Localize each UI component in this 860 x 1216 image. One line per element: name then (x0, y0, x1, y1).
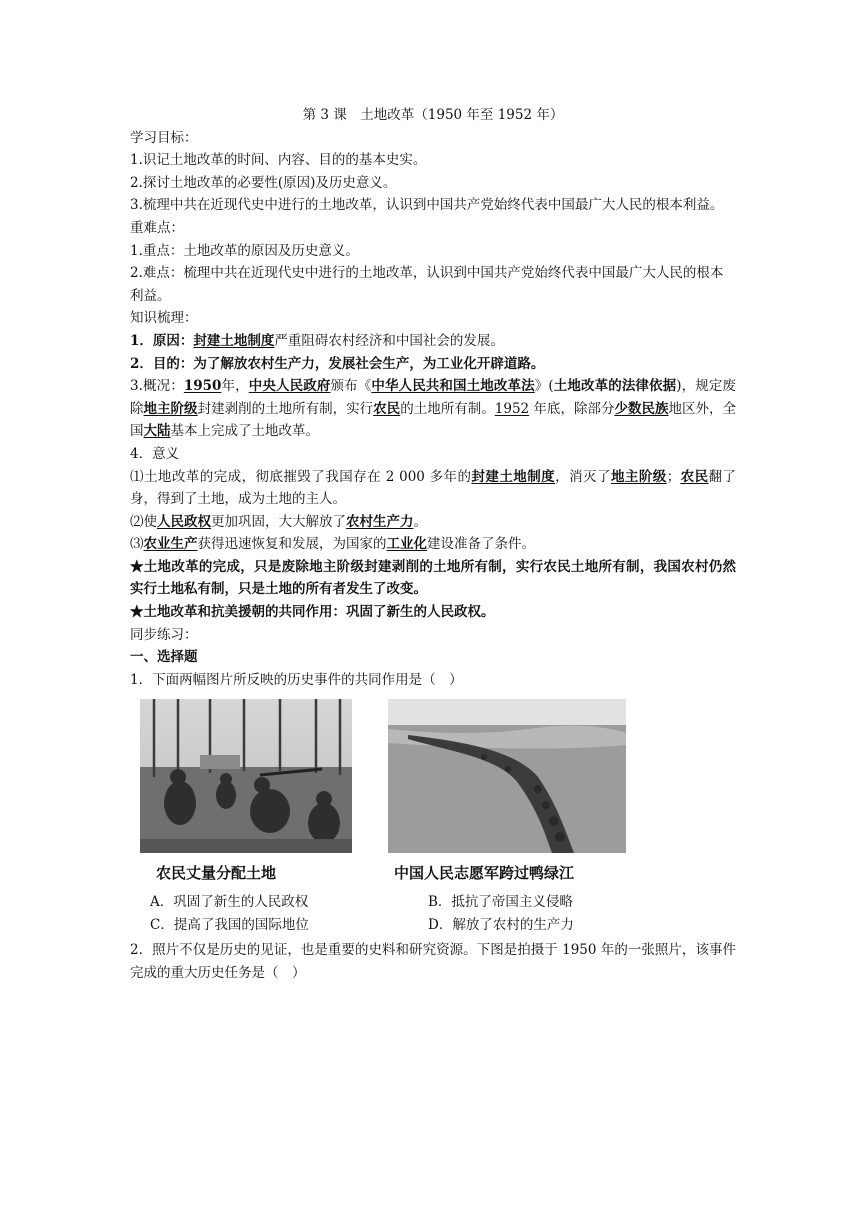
figure-caption: 中国人民志愿军跨过鸭绿江 (394, 864, 575, 883)
significance-text: 更加巩固，大大解放了 (211, 513, 346, 530)
significance-term: 农村生产力 (346, 513, 414, 530)
significance-text: ，消灭了 (555, 468, 611, 485)
lesson-title: 第 3 课 土地改革（1950 年至 1952 年） (302, 107, 564, 123)
photo-peasants-field (140, 699, 352, 853)
overview-text: 》( (534, 378, 554, 395)
overview-mainland: 大陆 (143, 423, 171, 440)
overview-peasant: 农民 (373, 400, 401, 417)
cause-term: 封建土地制度 (193, 332, 275, 349)
key-point: 2.难点：梳理中共在近现代史中进行的土地改革，认识到中国共产党始终代表中国最广大人民的根本利益。 (130, 265, 724, 304)
significance-text: ⑵使 (130, 513, 157, 530)
overview-landlord: 地主阶级 (143, 400, 198, 417)
significance-term: 农民 (680, 468, 709, 485)
practice-heading: 同步练习： (130, 626, 198, 643)
significance-text: ⑴土地改革的完成，彻底摧毁了我国存在 2 000 多年的 (130, 468, 472, 485)
goal-item: 1.识记土地改革的时间、内容、目的的基本史实。 (130, 152, 427, 169)
overview-law-note: 土地改革的法律依据 (553, 378, 677, 395)
knowledge-overview (130, 375, 736, 443)
option-c[interactable]: C．提高了我国的国际地位 (150, 917, 309, 934)
overview-label: 3.概况： (130, 378, 184, 395)
purpose-text: 为了解放农村生产力，发展社会生产，为工业化开辟道路。 (193, 355, 545, 372)
significance-heading: 4．意义 (130, 445, 180, 462)
overview-text: 基本上完成了土地改革。 (170, 423, 319, 440)
significance-term: 农业生产 (143, 536, 198, 553)
knowledge-cause (130, 330, 736, 353)
cause-text: 严重阻碍农村经济和中国社会的发展。 (274, 332, 504, 349)
significance-term: 人民政权 (157, 513, 211, 530)
goal-item: 3.梳理中共在近现代史中进行的土地改革，认识到中国共产党始终代表中国最广大人民的根本利益。 (130, 197, 724, 214)
significance-point-2 (130, 511, 736, 534)
significance-term: 工业化 (386, 536, 427, 553)
overview-text: )，规定废除 (130, 378, 737, 417)
overview-gov: 中央人民政府 (248, 378, 331, 395)
overview-year1: 1950 (183, 378, 222, 395)
figure-caption: 农民丈量分配土地 (156, 864, 277, 883)
figure-land-measure (140, 699, 352, 885)
significance-term: 封建土地制度 (471, 468, 556, 485)
significance-text: 。 (413, 513, 427, 530)
overview-text: 封建剥削的土地所有制，实行 (197, 400, 374, 417)
significance-point-1 (130, 466, 736, 511)
significance-term: 地主阶级 (610, 468, 667, 485)
question-1-options (130, 891, 736, 939)
overview-text: 的土地所有制。 (400, 400, 495, 417)
overview-text: 年， (221, 378, 249, 395)
goals-heading: 学习目标： (130, 129, 198, 146)
overview-law: 中华人民共和国土地改革法 (371, 378, 535, 395)
significance-point-3 (130, 533, 736, 556)
document-page (130, 104, 736, 985)
option-b[interactable]: B．抵抗了帝国主义侵略 (428, 894, 573, 911)
overview-year2: 1952 (494, 400, 530, 417)
knowledge-purpose (130, 353, 736, 376)
cause-label: 1．原因： (130, 332, 194, 349)
purpose-label: 2．目的： (130, 355, 194, 372)
overview-minority: 少数民族 (614, 400, 669, 417)
significance-text: 获得迅速恢复和发展，为国家的 (197, 536, 387, 553)
question-1-figures (130, 693, 736, 893)
key-point: 1.重点：土地改革的原因及历史意义。 (130, 242, 359, 259)
knowledge-heading: 知识梳理： (130, 310, 198, 327)
significance-text: ⑶ (130, 536, 144, 553)
significance-text: 建设准备了条件。 (427, 536, 535, 553)
figure-yalu-crossing (388, 699, 626, 885)
significance-text: ； (666, 468, 681, 485)
star-note-2: ★土地改革和抗美援朝的共同作用：巩固了新生的人民政权。 (130, 604, 495, 621)
section-heading: 一、选择题 (130, 649, 198, 666)
goal-item: 2.探讨土地改革的必要性(原因)及历史意义。 (130, 174, 397, 191)
option-d[interactable]: D．解放了农村的生产力 (428, 917, 574, 934)
star-note-1: ★土地改革的完成，只是废除地主阶级封建剥削的土地所有制，实行农民土地所有制，我国农村仍然实行土地私有制，只是土地的所有者发生了改变。 (130, 558, 736, 598)
overview-text: 年底，除部分 (529, 400, 615, 417)
significance-text: 翻了身，得到了土地，成为土地的主人。 (130, 468, 737, 508)
overview-text: 地区外，全国 (130, 400, 737, 440)
overview-text: 颁布《 (330, 378, 372, 395)
question-1: 1．下面两幅图片所反映的历史事件的共同作用是（ ） (130, 671, 463, 688)
key-heading: 重难点： (130, 219, 184, 236)
photo-volunteers-crossing (388, 699, 626, 853)
option-a[interactable]: A．巩固了新生的人民政权 (150, 894, 309, 911)
question-2: 2．照片不仅是历史的见证，也是重要的史料和研究资源。下图是拍摄于 1950 年的一张照片，该事件完成的重大历史任务是（ ） (130, 942, 736, 982)
